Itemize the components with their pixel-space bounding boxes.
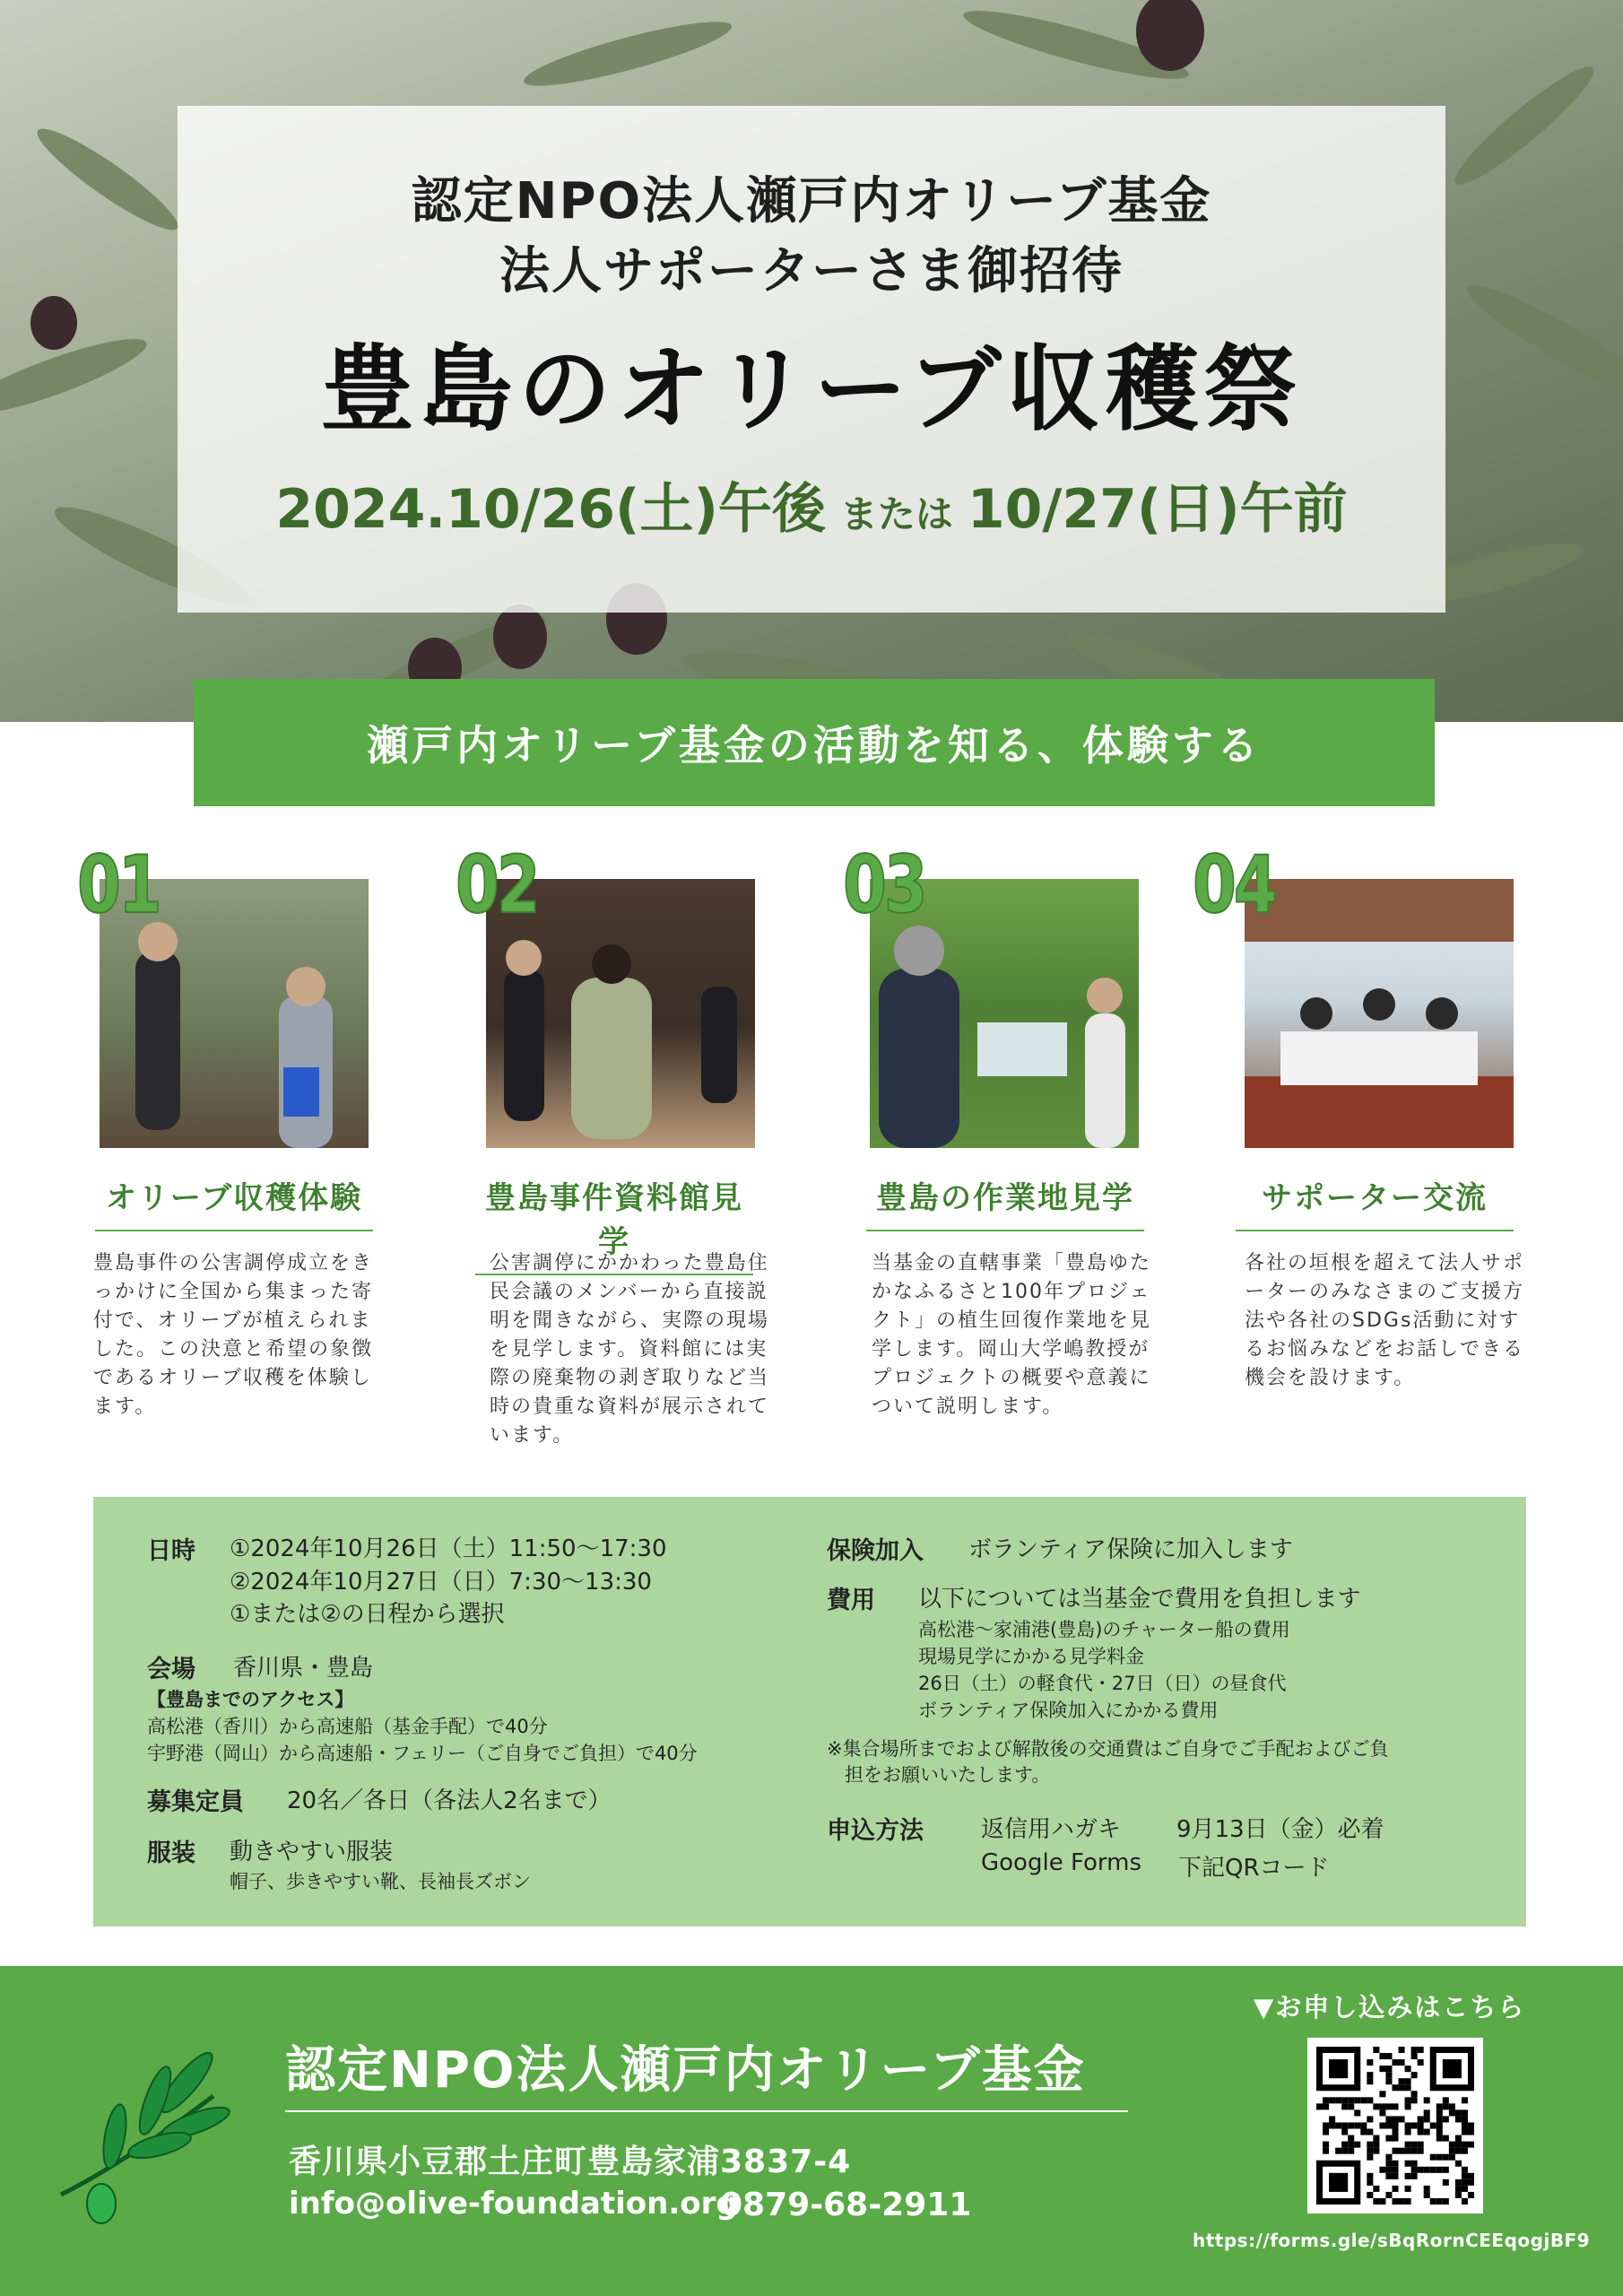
- footer-divider: [285, 2110, 1128, 2112]
- activity-card-02: [456, 839, 770, 1484]
- footer-email-link[interactable]: info@olive-foundation.org: [289, 2186, 738, 2222]
- cost-value: 以下については当基金で費用を負担します: [918, 1586, 1361, 1613]
- hero-title-panel: [178, 106, 1445, 613]
- venue-value: 香川県・豊島: [233, 1655, 374, 1682]
- activity-number: 02: [456, 839, 538, 931]
- capacity-label: 募集定員: [147, 1788, 244, 1816]
- date-label: 日時: [147, 1537, 195, 1565]
- event-details-box: [93, 1497, 1526, 1926]
- cost-item: 26日（土）の軽食代・27日（日）の昼食代: [918, 1673, 1287, 1694]
- access-route-1: 高松港（香川）から高速船（基金手配）で40分: [147, 1716, 548, 1737]
- activity-photo-exchange: [1245, 879, 1514, 1148]
- cost-item: ボランティア保険加入にかかる費用: [918, 1700, 1219, 1721]
- venue-label: 会場: [147, 1656, 195, 1683]
- apply-forms-detail: 下記QRコード: [1178, 1855, 1330, 1882]
- activity-title: 豊島の作業地見学: [866, 1173, 1144, 1231]
- date-row: [147, 1531, 195, 1566]
- section-banner: 瀬戸内オリーブ基金の活動を知る、体験する: [194, 679, 1435, 806]
- dress-detail: 帽子、歩きやすい靴、長袖長ズボン: [230, 1871, 531, 1892]
- insurance-value: ボランティア保険に加入します: [968, 1536, 1293, 1563]
- dress-value: 動きやすい服装: [230, 1839, 394, 1866]
- date-option-1: ①2024年10月26日（土）11:50～17:30: [230, 1535, 667, 1562]
- activity-description: 公害調停にかかわった豊島住民会議のメンバーから直接説明を聞きながら、実際の現場を見学します。資料館には実際の廃棄物の剥ぎ取りなど当時の貴重な資料が展示されています。: [490, 1252, 770, 1447]
- activity-title: 豊島事件資料館見学: [475, 1173, 753, 1275]
- capacity-value: 20名／各日（各法人2名まで）: [287, 1787, 612, 1814]
- cost-item: 現場見学にかかる見学料金: [918, 1646, 1144, 1667]
- dress-label: 服装: [147, 1839, 195, 1867]
- date-option-2: ②2024年10月27日（日）7:30～13:30: [230, 1569, 652, 1596]
- activity-number: 01: [77, 839, 160, 931]
- footer: [0, 1966, 1623, 2296]
- apply-form-url[interactable]: https://forms.gle/sBqRornCEEqogjBF9: [1193, 2230, 1591, 2251]
- transport-note-line-2: 担をお願いいたします。: [845, 1764, 1051, 1786]
- event-title: 豊島のオリーブ収穫祭: [320, 335, 1303, 444]
- apply-here-label: ▼お申し込みはこちら: [1254, 1992, 1526, 2022]
- apply-label: 申込方法: [827, 1817, 924, 1845]
- activity-title: サポーター交流: [1236, 1173, 1514, 1231]
- olive-leaf-logo: [52, 2047, 231, 2235]
- activity-card-03: [843, 839, 1152, 1484]
- activity-card-04: [1193, 839, 1525, 1484]
- activity-description: 各社の垣根を超えて法人サポーターのみなさまのご支援方法や各社のSDGs活動に対するお悩みなどをお話しできる機会を設けます。: [1245, 1252, 1525, 1389]
- hero-section: [0, 0, 1623, 722]
- activity-description: 当基金の直轄事業「豊島ゆたかなふるさと100年プロジェクト」の植生回復作業地を見学します。岡山大学嶋教授がプロジェクトの概要や意義について説明します。: [872, 1252, 1152, 1418]
- cost-item: 高松港～家浦港(豊島)のチャーター船の費用: [918, 1619, 1290, 1640]
- apply-method-forms: Google Forms: [981, 1849, 1141, 1876]
- apply-deadline: 9月13日（金）必着: [1176, 1816, 1384, 1843]
- access-heading: 【豊島までのアクセス】: [147, 1689, 354, 1710]
- transport-note-line-1: ※集合場所までおよび解散後の交通費はご自身でご手配およびご負: [827, 1738, 1389, 1760]
- activity-card-01: [77, 839, 382, 1484]
- activity-number: 04: [1193, 839, 1275, 931]
- organizer-line: 認定NPO法人瀬戸内オリーブ基金: [411, 172, 1212, 230]
- footer-phone[interactable]: 0879-68-2911: [720, 2187, 972, 2223]
- activity-number: 03: [843, 839, 925, 931]
- invitation-line: 法人サポーターさま御招待: [499, 242, 1124, 300]
- qr-code[interactable]: [1307, 2038, 1483, 2213]
- footer-org-name: 認定NPO法人瀬戸内オリーブ基金: [285, 2041, 1086, 2100]
- date-choice-note: ①または②の日程から選択: [230, 1601, 505, 1628]
- event-dates: [178, 466, 1445, 544]
- date-or: または: [839, 492, 953, 536]
- date-2: 10/27(日)午前: [967, 478, 1348, 541]
- cost-label: 費用: [827, 1587, 875, 1614]
- date-1: 2024.10/26(土)午後: [275, 478, 826, 541]
- footer-address: 香川県小豆郡土庄町豊島家浦3837-4: [289, 2144, 852, 2180]
- activity-title: オリーブ収穫体験: [95, 1173, 373, 1231]
- activity-description: 豊島事件の公害調停成立をきっかけに全国から集まった寄付で、オリーブが植えられました。この決意と希望の象徴であるオリーブ収穫を体験します。: [93, 1252, 374, 1418]
- access-route-2: 宇野港（岡山）から高速船・フェリー（ご自身でご負担）で40分: [147, 1743, 698, 1764]
- apply-method-postcard: 返信用ハガキ: [981, 1816, 1122, 1843]
- insurance-label: 保険加入: [827, 1537, 924, 1565]
- qr-code-icon: [1316, 2047, 1474, 2205]
